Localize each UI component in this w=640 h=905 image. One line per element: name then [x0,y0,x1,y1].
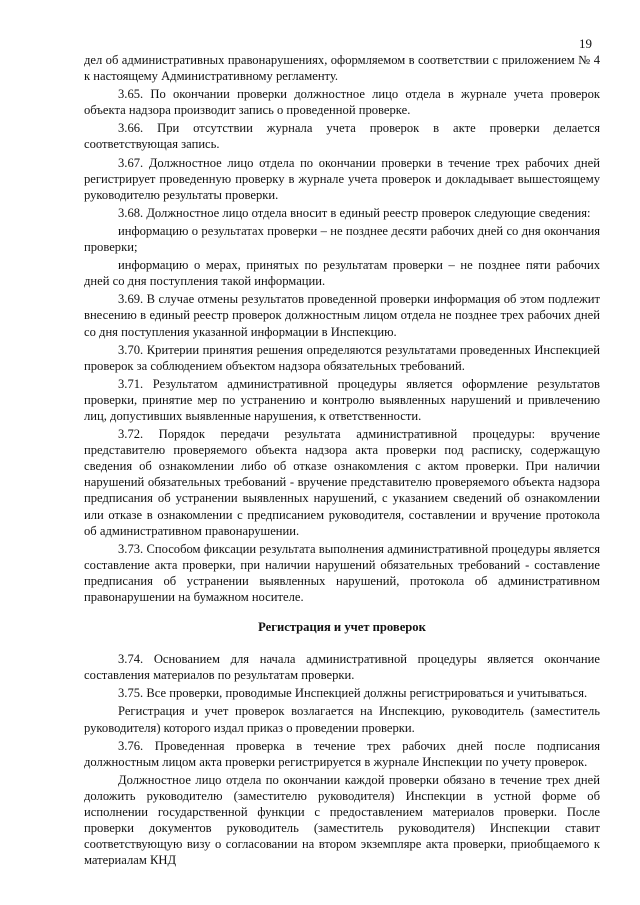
page-number: 19 [579,36,592,51]
paragraph-3-70: 3.70. Критерии принятия решения определяются результатами проведенных Инспекцией проверок за соблюдением объектом надзора обязательных требований. [84,342,600,373]
document-body [84,52,600,870]
paragraph-3-71: 3.71. Результатом административной процедуры является оформление результатов проверки, принятие мер по устранению и контролю выявленных нарушений и привлечению лиц, допустивших выявленные нарушения, к ответственности. [84,376,600,423]
paragraph-3-76-report: Должностное лицо отдела по окончании каждой проверки обязано в течение трех дней доложить руководителю (заместителю руководителя) Инспекции в устной форме об исполнении государственной функции с предоставлением материалов проверки. После проверки документов руководитель (заместитель руководителя) Инспекции ставит соответствующую визу о согласовании на втором экземпляре акта проверки, приобщаемого к материалам КНД [84,772,600,868]
paragraph-3-68-item-results: информацию о результатах проверки – не позднее десяти рабочих дней со дня окончания проверки; [84,223,600,255]
paragraph-3-68: 3.68. Должностное лицо отдела вносит в единый реестр проверок следующие сведения: [118,205,591,220]
section-title: Регистрация и учет проверок [258,620,426,635]
paragraph-3-73: 3.73. Способом фиксации результата выполнения административной процедуры является составление акта проверки, при наличии нарушений обязательных требований - составление предписания об устранении выявленных нарушений, протокола об административном правонарушении на бумажном носителе. [84,541,600,604]
paragraph-3-67: 3.67. Должностное лицо отдела по окончании проверки в течение трех рабочих дней регистрирует проведенную проверку в журнале учета проверок и докладывает вышестоящему руководителю результаты проверки. [84,155,600,202]
paragraph-3-68-item-measures: информацию о мерах, принятых по результатам проверки – не позднее пяти рабочих дней со дня поступления такой информации. [84,258,600,289]
paragraph-continuation: дел об административных правонарушениях, оформляемом в соответствии с приложением № 4 к настоящему Административному регламенту. [84,53,600,84]
paragraph-3-72: 3.72. Порядок передачи результата административной процедуры: вручение представителю проверяемого объекта надзора акта проверки под расписку, содержащую сведения об ознакомлении либо об отказе ознакомления с актом проверки. При наличии нарушений обязательных требований - вручение представителю проверяемого объекта надзора предписания об устранении выявленных нарушений, с указанием сведений об ознакомлении или отказе в ознакомлении с предписанием руководителя, составлении и вручение протокола об административном правонарушении. [84,427,600,538]
paragraph-3-69: 3.69. В случае отмены результатов проведенной проверки информация об этом подлежит внесению в единый реестр проверок должностным лицом отдела не позднее трех рабочих дней со дня поступления указанной информации в Инспекцию. [84,292,600,339]
paragraph-3-66: 3.66. При отсутствии журнала учета проверок в акте проверки делается соответствующая запись. [84,121,600,152]
paragraph-3-74: 3.74. Основанием для начала административной процедуры является окончание составления материалов по результатам проверки. [84,652,600,683]
paragraph-3-75-registration: Регистрация и учет проверок возлагается на Инспекцию, руководитель (заместитель руководителя) которого издал приказ о проведении проверки. [84,704,600,735]
paragraph-3-75: 3.75. Все проверки, проводимые Инспекцией должны регистрироваться и учитываться. [118,686,588,701]
paragraph-3-65: 3.65. По окончании проверки должностное лицо отдела в журнале учета проверок объекта надзора производит запись о проведенной проверке. [84,87,600,118]
paragraph-3-76: 3.76. Проведенная проверка в течение трех рабочих дней после подписания должностным лицом акта проверки регистрируется в журнале Инспекции по учету проверок. [84,738,600,769]
